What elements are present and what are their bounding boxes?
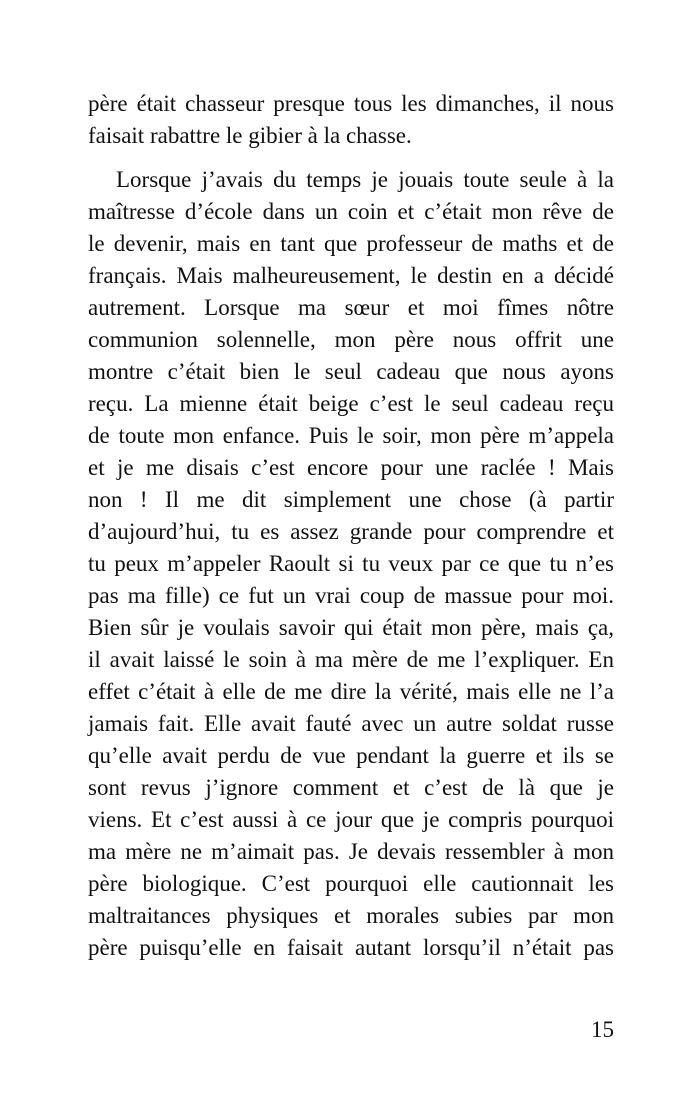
text-line: sont revus j’ignore comment et c’est de là que je — [88, 775, 614, 800]
text-line: français. Mais malheureusement, le destin en a décidé — [88, 263, 614, 288]
text-line: effet c’était à elle de me dire la vérité, mais elle ne l’a — [88, 679, 614, 704]
text-line: père puisqu’elle en faisait autant lorsqu’il n’était pas — [88, 935, 614, 960]
text-line: reçu. La mienne était beige c’est le seul cadeau reçu — [88, 391, 614, 416]
paragraph-2 — [88, 164, 614, 964]
text-line: maîtresse d’école dans un coin et c’était mon rêve de — [88, 199, 614, 224]
text-line: jamais fait. Elle avait fauté avec un autre soldat russe — [88, 711, 614, 736]
page-body — [88, 88, 614, 964]
page-number: 15 — [591, 1017, 614, 1042]
text-line: tu peux m’appeler Raoult si tu veux par ce que tu n’es — [88, 551, 614, 576]
text-line: de toute mon enfance. Puis le soir, mon père m’appela — [88, 423, 614, 448]
text-line: ma mère ne m’aimait pas. Je devais ressembler à mon — [88, 839, 614, 864]
text-line: pas ma fille) ce fut un vrai coup de massue pour moi. — [88, 583, 614, 608]
text-line: père était chasseur presque tous les dimanches, il nous — [88, 91, 614, 116]
text-line: père biologique. C’est pourquoi elle cautionnait les — [88, 871, 614, 896]
text-line: et je me disais c’est encore pour une raclée ! Mais — [88, 455, 614, 480]
text-line: autrement. Lorsque ma sœur et moi fîmes nôtre — [88, 295, 614, 320]
text-line: non ! Il me dit simplement une chose (à partir — [88, 487, 614, 512]
text-line: Bien sûr je voulais savoir qui était mon père, mais ça, — [88, 615, 614, 640]
text-line: maltraitances physiques et morales subies par mon — [88, 903, 614, 928]
text-line: Lorsque j’avais du temps je jouais toute seule à la — [116, 167, 614, 192]
text-line: le devenir, mais en tant que professeur de maths et de — [88, 231, 614, 256]
text-line: montre c’était bien le seul cadeau que nous ayons — [88, 359, 614, 384]
text-line: qu’elle avait perdu de vue pendant la guerre et ils se — [88, 743, 614, 768]
text-line: faisait rabattre le gibier à la chasse. — [88, 123, 412, 148]
paragraph-1 — [88, 88, 614, 152]
text-line: viens. Et c’est aussi à ce jour que je compris pourquoi — [88, 807, 614, 832]
text-line: il avait laissé le soin à ma mère de me l’expliquer. En — [88, 647, 614, 672]
text-line: communion solennelle, mon père nous offrit une — [88, 327, 614, 352]
text-line: d’aujourd’hui, tu es assez grande pour comprendre et — [88, 519, 614, 544]
